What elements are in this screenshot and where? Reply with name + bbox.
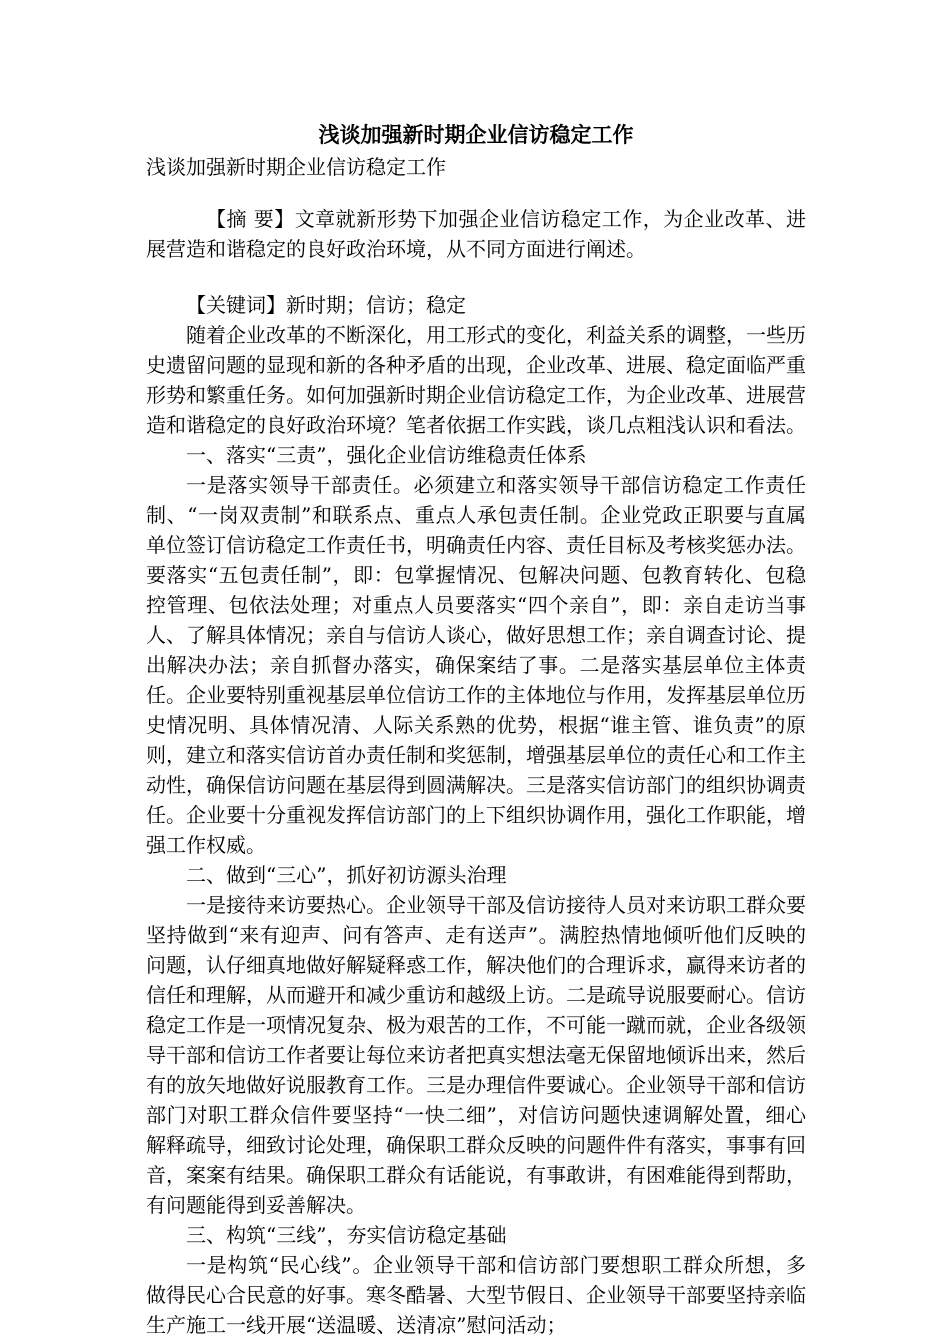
section-heading-1: 一、落实“三责”，强化企业信访维稳责任体系 <box>186 443 587 467</box>
document-subtitle: 浅谈加强新时期企业信访稳定工作 <box>146 155 446 179</box>
spacer <box>146 184 806 204</box>
abstract-paragraph: 【摘 要】文章就新形势下加强企业信访稳定工作，为企业改革、进展营造和谐稳定的良好政治环境，从不同方面进行阐述。 <box>146 207 806 261</box>
section-heading-2: 二、做到“三心”，抓好初访源头治理 <box>186 863 507 887</box>
body-paragraph: 一是接待来访要热心。企业领导干部及信访接待人员对来访职工群众要坚持做到“来有迎声、问有答声、走有送声”。满腔热情地倾听他们反映的问题，认仔细真地做好解疑释惑工作，解决他们的合理诉求，赢得来访者的信任和理解，从而避开和减少重访和越级上访。二是疏导说服要耐心。信访稳定工作是一项情况复杂、极为艰苦的工作，不可能一蹴而就，企业各级领导干部和信访工作者要让每位来访者把真实想法毫无保留地倾诉出来，然后有的放矢地做好说服教育工作。三是办理信件要诚心。企业领导干部和信访部门对职工群众信件要坚持“一快二细”，对信访问题快速调解处置，细心解释疏导，细致讨论处理，确保职工群众反映的问题件件有落实，事事有回音，案案有结果。确保职工群众有话能说，有事敢讲，有困难能得到帮助，有问题能得到妥善解决。 <box>146 893 806 1217</box>
body-paragraph: 一是构筑“民心线”。企业领导干部和信访部门要想职工群众所想，多做得民心合民意的好事。寒冬酷暑、大型节假日、企业领导干部要坚持亲临生产施工一线开展“送温暖、送清凉”慰问活动； <box>146 1253 806 1337</box>
keywords-paragraph: 【关键词】新时期；信访；稳定 <box>186 293 466 317</box>
document-page <box>146 118 806 1340</box>
body-paragraph: 一是落实领导干部责任。必须建立和落实领导干部信访稳定工作责任制、“一岗双责制”和联系点、重点人承包责任制。企业党政正职要与直属单位签订信访稳定工作责任书，明确责任内容、责任目标及考核奖惩办法。要落实“五包责任制”，即：包掌握情况、包解决问题、包教育转化、包稳控管理、包依法处理；对重点人员要落实“四个亲自”，即：亲自走访当事人、了解具体情况；亲自与信访人谈心，做好思想工作；亲自调查讨论、提出解决办法；亲自抓督办落实，确保案结了事。二是落实基层单位主体责任。企业要特别重视基层单位信访工作的主体地位与作用，发挥基层单位历史情况明、具体情况清、人际关系熟的优势，根据“谁主管、谁负责”的原则，建立和落实信访首办责任制和奖惩制，增强基层单位的责任心和工作主动性，确保信访问题在基层得到圆满解决。三是落实信访部门的组织协调责任。企业要十分重视发挥信访部门的上下组织协调作用，强化工作职能，增强工作权威。 <box>146 473 806 857</box>
section-heading-3: 三、构筑“三线”，夯实信访稳定基础 <box>186 1223 507 1247</box>
body-paragraph: 随着企业改革的不断深化，用工形式的变化，利益关系的调整，一些历史遗留问题的显现和新的各种矛盾的出现，企业改革、进展、稳定面临严重形势和繁重任务。如何加强新时期企业信访稳定工作，为企业改革、进展营造和谐稳定的良好政治环境？笔者依据工作实践，谈几点粗浅认识和看法。 <box>146 323 806 437</box>
spacer <box>146 264 806 290</box>
document-title: 浅谈加强新时期企业信访稳定工作 <box>318 122 634 147</box>
